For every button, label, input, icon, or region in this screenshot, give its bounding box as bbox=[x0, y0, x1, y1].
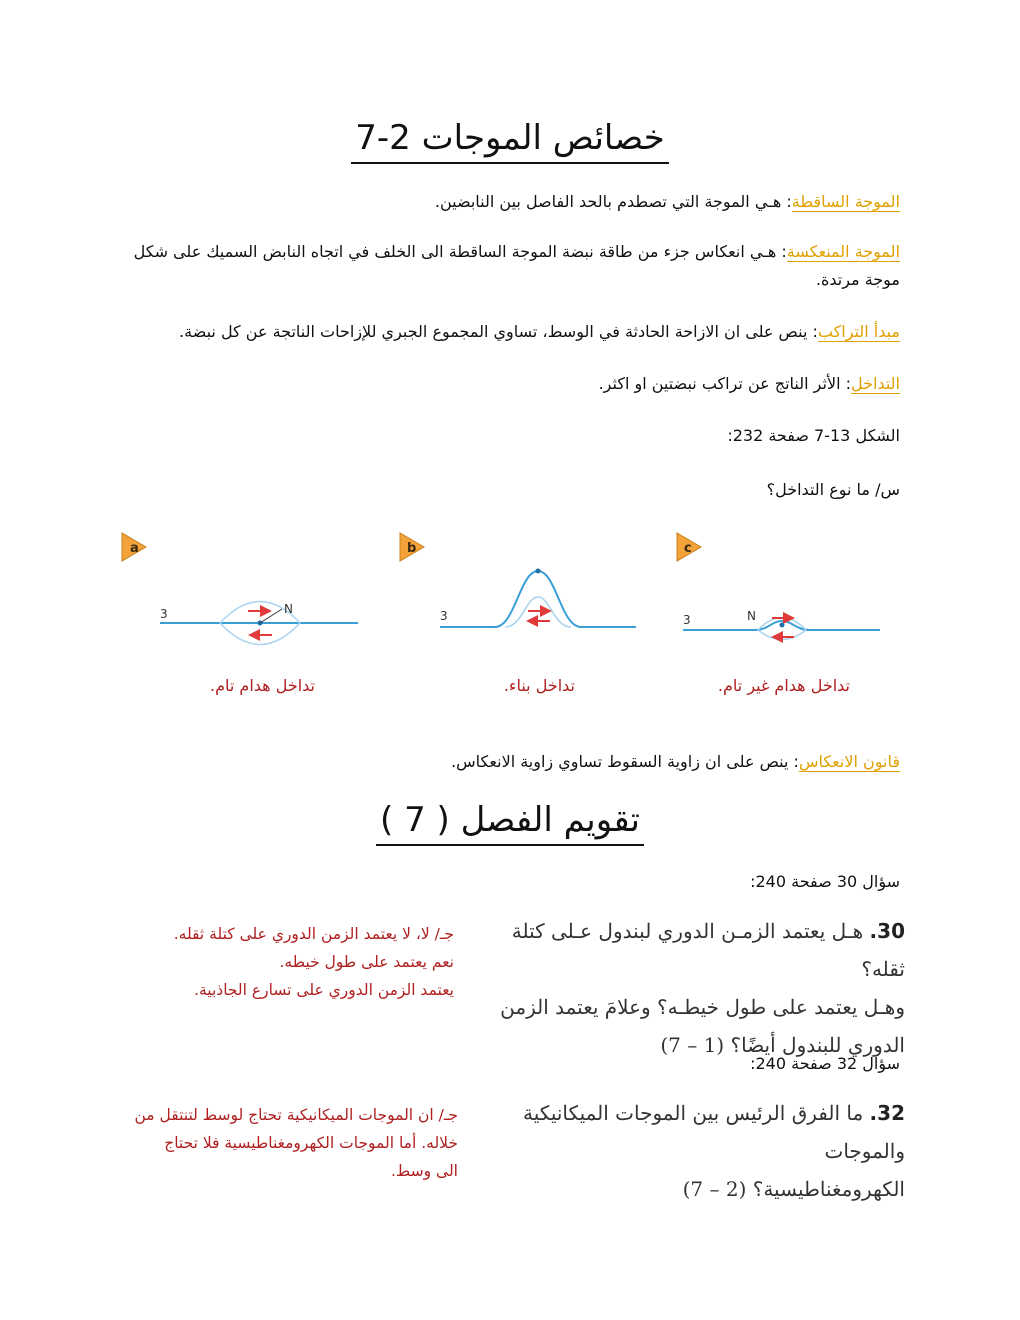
definition-reflected-wave: الموجة المنعكسة: هـي انعكاس جزء من طاقة نبضة الموجة الساقطة الى الخلف في اتجاه النابض السميك على شكل موجة مرتدة. bbox=[133, 242, 900, 289]
figure-reference: الشكل 13-7 صفحة 232: bbox=[727, 426, 900, 445]
spring-number-b: 3 bbox=[440, 609, 448, 623]
panel-a bbox=[122, 533, 358, 645]
question-number: 32. bbox=[869, 1101, 905, 1125]
question-30-text: 30. هـل يعتمد الزمـن الدوري لبندول عـلى كتلة ثقله؟ وهـل يعتمد على طول خيطـه؟ وعلامَ يعتمد الزمن الدوري للبندول أيضًا؟ (1 – 7) bbox=[500, 919, 905, 1057]
panel-c bbox=[677, 533, 880, 640]
definition-incident-wave: الموجة الساقطة: هـي الموجة التي تصطدم بالحد الفاصل بين النابضين. bbox=[434, 192, 900, 211]
panel-b bbox=[400, 533, 636, 627]
term-label: قانون الانعكاس bbox=[798, 752, 900, 771]
section-title: خصائص الموجات 2-7 bbox=[0, 118, 1020, 158]
reflection-law: قانون الانعكاس: ينص على ان زاوية السقوط تساوي زاوية الانعكاس. bbox=[451, 752, 900, 771]
tag-a: a bbox=[130, 541, 139, 556]
tag-b: b bbox=[407, 541, 417, 556]
chapter-title: تقويم الفصل ( 7 ) bbox=[0, 800, 1020, 840]
question-32-reference: سؤال 32 صفحة 240: bbox=[750, 1054, 900, 1073]
node-label-a: N bbox=[284, 602, 293, 616]
tag-c: c bbox=[684, 541, 692, 556]
wave-line-b bbox=[440, 571, 636, 627]
answer-30: جـ/ لا، لا يعتمد الزمن الدوري على كتلة ثقله. نعم يعتمد على طول خيطه. يعتمد الزمن الدوري على تسارع الجاذبية. bbox=[173, 925, 454, 999]
node-point-c bbox=[780, 623, 785, 628]
question-30-reference: سؤال 30 صفحة 240: bbox=[750, 872, 900, 891]
interference-figure bbox=[110, 525, 910, 675]
definition-interference: التداخل: الأثر الناتج عن تراكب نبضتين او اكثر. bbox=[598, 374, 900, 393]
term-label: مبدأ التراكب bbox=[817, 322, 900, 341]
term-label: الموجة المنعكسة bbox=[786, 242, 900, 261]
question-number: 30. bbox=[869, 919, 905, 943]
crest-point-b bbox=[536, 569, 541, 574]
figure-question: س/ ما نوع التداخل؟ bbox=[766, 480, 900, 499]
term-label: التداخل bbox=[851, 374, 900, 393]
question-32-text: 32. ما الفرق الرئيس بين الموجات الميكانيكية والموجات الكهرومغناطيسية؟ (2 – 7) bbox=[523, 1101, 905, 1201]
node-label-c: N bbox=[747, 609, 756, 623]
spring-number-c: 3 bbox=[683, 613, 691, 627]
answer-32: جـ/ ان الموجات الميكانيكية تحتاج لوسط لتنتقل من خلاله. أما الموجات الكهرومغناطيسية فلا تحتاج الى وسط. bbox=[134, 1106, 458, 1180]
pulse-down-a bbox=[220, 623, 300, 645]
term-label: الموجة الساقطة bbox=[791, 192, 900, 211]
pulse-down-c bbox=[758, 630, 806, 640]
spring-number-a: 3 bbox=[160, 607, 168, 621]
caption-b: تداخل بناء. bbox=[503, 676, 575, 695]
caption-c: تداخل هدام غير تام. bbox=[717, 676, 850, 695]
definition-superposition: مبدأ التراكب: ينص على ان الازاحة الحادثة في الوسط، تساوي المجموع الجبري للإزاحات الناتجة عن كل نبضة. bbox=[179, 322, 900, 341]
caption-a: تداخل هدام تام. bbox=[210, 676, 315, 695]
